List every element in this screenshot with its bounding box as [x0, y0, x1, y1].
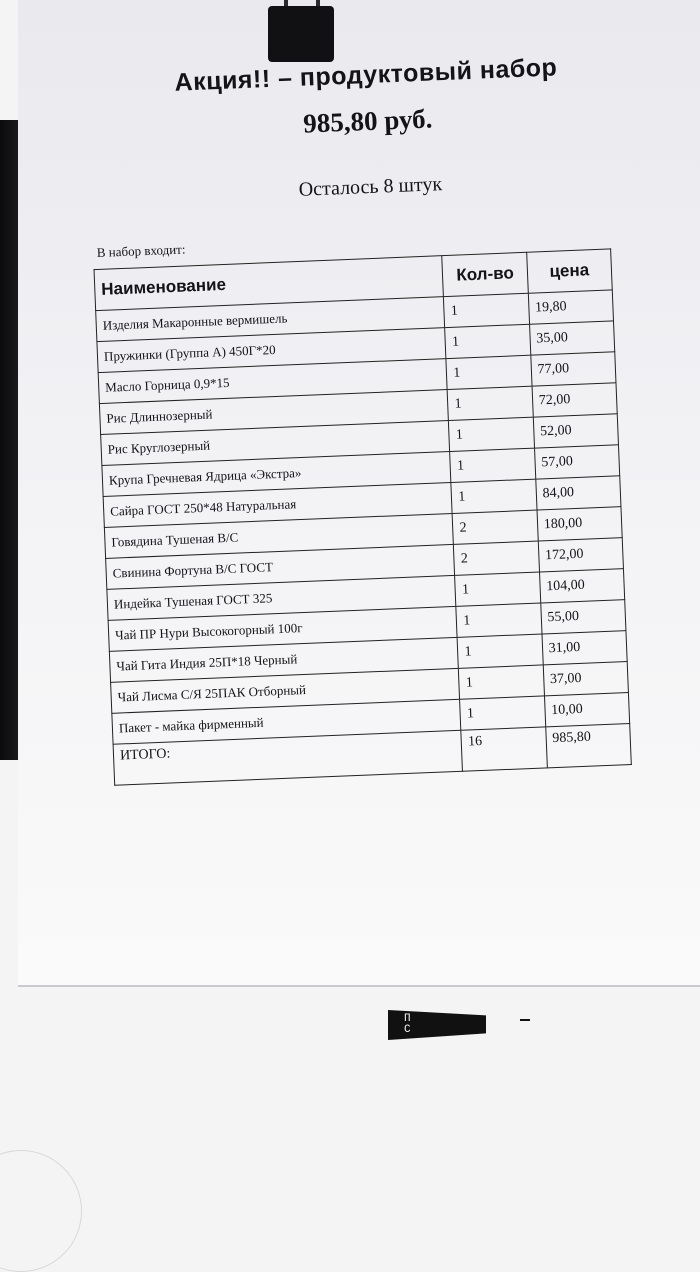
curve-shape — [0, 1150, 82, 1272]
item-qty: 1 — [460, 696, 545, 730]
item-price: 52,00 — [533, 414, 618, 448]
item-price: 180,00 — [537, 507, 622, 541]
item-price: 57,00 — [534, 445, 619, 479]
item-price: 10,00 — [544, 693, 629, 727]
remaining-count: Осталось 8 штук — [298, 173, 443, 201]
item-price: 77,00 — [530, 352, 615, 386]
item-name: Изделия Макаронные вермишель — [96, 297, 445, 342]
dark-mark — [520, 1019, 530, 1021]
black-bag-icon — [388, 1010, 486, 1040]
item-name: Свинина Фортуна В/С ГОСТ — [106, 544, 455, 589]
item-name: Масло Горница 0,9*15 — [98, 359, 447, 404]
item-price: 55,00 — [540, 600, 625, 634]
item-price: 104,00 — [539, 569, 624, 603]
item-qty: 1 — [445, 324, 530, 358]
item-name: Крупа Гречневая Ядрица «Экстра» — [102, 452, 451, 497]
item-name: Чай ПР Нури Высокогорный 100г — [108, 606, 457, 651]
item-qty: 1 — [448, 386, 533, 420]
item-qty: 1 — [444, 293, 529, 327]
item-qty: 1 — [457, 634, 542, 668]
item-price: 31,00 — [542, 631, 627, 665]
item-name: Пружинки (Группа А) 450Г*20 — [97, 328, 446, 373]
item-qty: 1 — [446, 355, 531, 389]
item-qty: 2 — [452, 510, 537, 544]
total-price: 985,80 — [545, 724, 631, 768]
item-name: Рис Длиннозерный — [99, 390, 448, 435]
total-qty: 16 — [461, 727, 547, 771]
item-qty: 1 — [455, 572, 540, 606]
item-name: Пакет - майка фирменный — [112, 699, 461, 744]
items-table — [93, 248, 631, 785]
promo-price: 985,80 руб. — [302, 103, 433, 139]
item-price: 72,00 — [532, 383, 617, 417]
item-name: Рис Круглозерный — [101, 421, 450, 466]
item-price: 37,00 — [543, 662, 628, 696]
promo-title: Акция!! – продуктовый набор — [174, 53, 558, 97]
item-qty: 1 — [456, 603, 541, 637]
item-name: Сайра ГОСТ 250*48 Натуральная — [103, 482, 452, 527]
item-name: Чай Гита Индия 25П*18 Черный — [109, 637, 458, 682]
item-name: Чай Лисма С/Я 25ПАК Отборный — [111, 668, 460, 713]
header-price: цена — [526, 249, 612, 293]
item-price: 84,00 — [535, 476, 620, 510]
item-name: Индейка Тушеная ГОСТ 325 — [107, 575, 456, 620]
bag-print: П С — [404, 1013, 411, 1036]
item-price: 35,00 — [529, 321, 614, 355]
includes-label: В набор входит: — [96, 241, 186, 261]
item-qty: 1 — [450, 448, 535, 482]
total-label: ИТОГО: — [113, 730, 463, 785]
item-qty: 1 — [459, 665, 544, 699]
header-qty: Кол-во — [442, 252, 528, 296]
header-name: Наименование — [94, 256, 444, 311]
item-qty: 2 — [454, 541, 539, 575]
item-qty: 1 — [449, 417, 534, 451]
item-price: 172,00 — [538, 538, 623, 572]
item-name: Говядина Тушеная В/С — [104, 513, 453, 558]
item-qty: 1 — [451, 479, 536, 513]
item-price: 19,80 — [528, 290, 613, 324]
promo-notice — [84, 16, 645, 817]
